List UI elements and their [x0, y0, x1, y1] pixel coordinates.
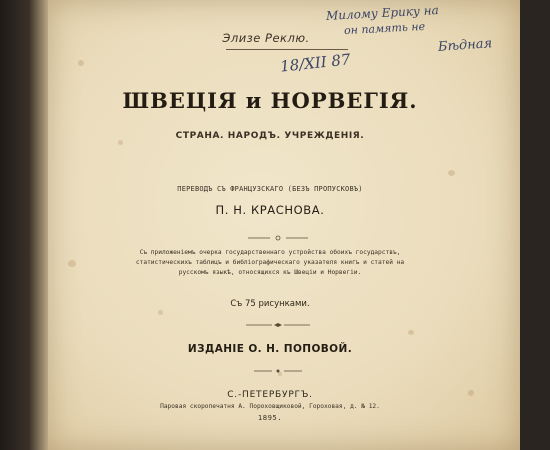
ornament-divider	[244, 322, 312, 328]
publication-year: 1895.	[257, 413, 283, 422]
appendix-line: Съ приложеніемъ очерка государственнаго устройства обоихъ государствъ,	[139, 249, 401, 256]
title-page	[48, 0, 520, 450]
foxing-spot	[408, 330, 414, 335]
figures-note: Съ 75 рисунками.	[230, 299, 310, 309]
appendix-text	[34, 248, 506, 278]
foxing-spot	[448, 170, 455, 176]
appendix-line: статистическихъ таблицъ и библіографическаго указателя книгъ и статей на	[135, 259, 405, 266]
foxing-spot	[158, 310, 163, 315]
foxing-spot	[78, 60, 84, 66]
printer-info: Паровая скоропечатня А. Пороховщиковой, Гороховая, д. № 12.	[160, 403, 380, 410]
ornament-divider	[252, 368, 304, 374]
inscription-date: 18/XII 87	[279, 50, 352, 76]
publication-city: С.-ПЕТЕРБУРГЪ.	[227, 390, 313, 400]
inscription-line-2: он память не	[343, 19, 426, 38]
book-spine-shadow	[0, 0, 48, 450]
author-underline	[226, 49, 348, 50]
author-name: Элизе Реклю.	[222, 31, 310, 45]
book-title: ШВЕЦІЯ и НОРВЕГІЯ.	[122, 88, 418, 113]
translator-name: П. Н. КРАСНОВА.	[215, 203, 325, 217]
inscription-line-3: Бѣдная	[437, 36, 493, 55]
translation-note: ПЕРЕВОДЪ СЪ ФРАНЦУЗСКАГО (БЕЗЪ ПРОПУСКОВЪ)	[177, 185, 363, 193]
book-subtitle: СТРАНА. НАРОДЪ. УЧРЕЖДЕНІЯ.	[175, 131, 365, 141]
publisher-edition: ИЗДАНІЕ О. Н. ПОПОВОЙ.	[187, 343, 353, 355]
appendix-line: русскомъ языкѣ, относящихся къ Швеціи и Норвегіи.	[178, 269, 362, 276]
inscription-line-1: Милому Ерику на	[325, 3, 440, 23]
ornament-divider	[246, 235, 310, 241]
